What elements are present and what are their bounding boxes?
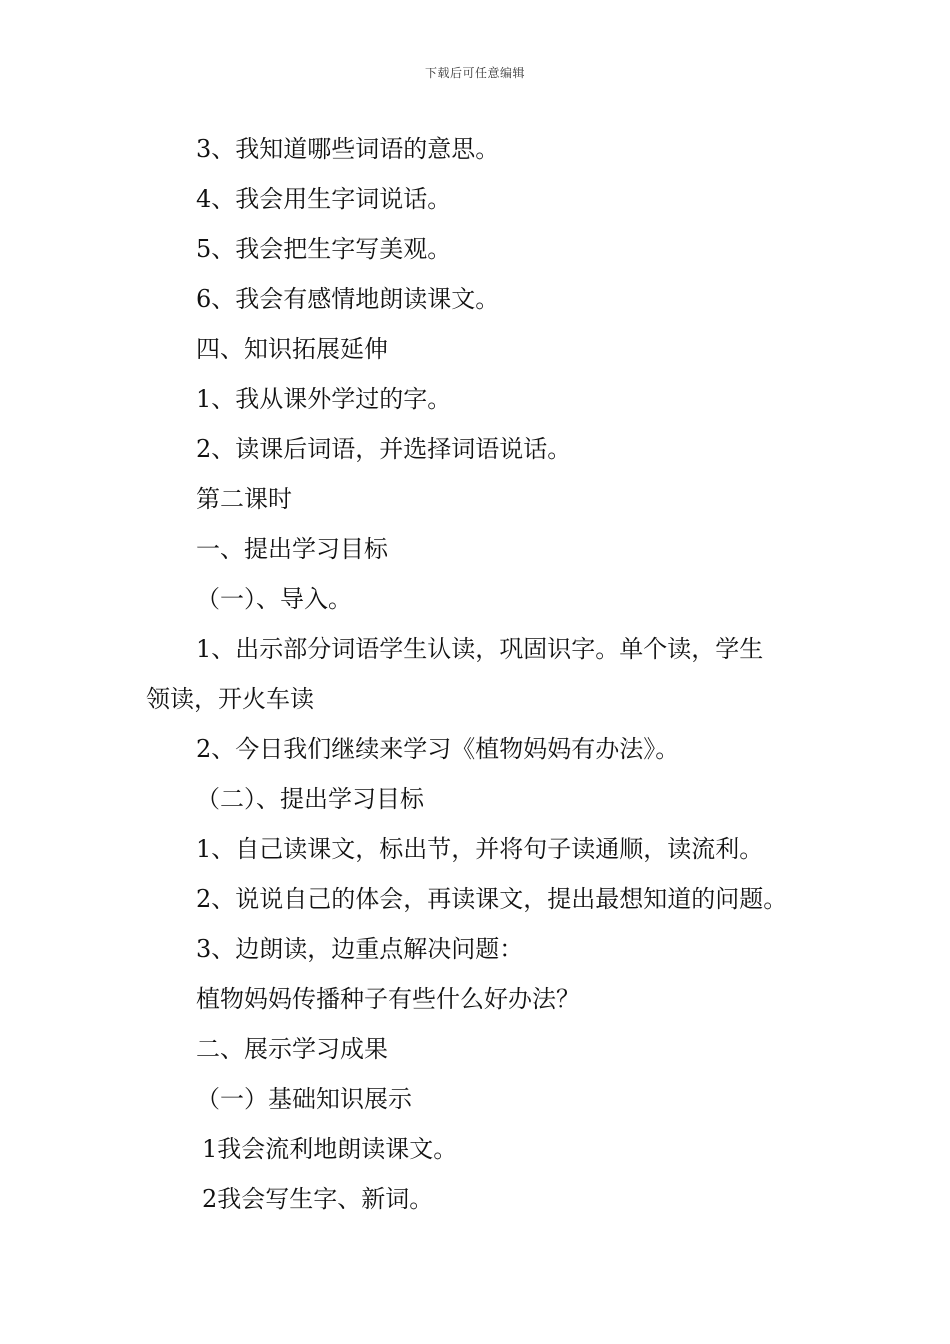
subsection-heading: （二）、提出学习目标 [196, 785, 424, 813]
text-line: 1、出示部分词语学生认读，巩固识字。单个读，学生 [196, 635, 764, 663]
text-line: 3、边朗读，边重点解决问题： [196, 935, 524, 963]
text-line: 6、我会有感情地朗读课文。 [196, 285, 500, 313]
text-line: 2我会写生字、新词。 [202, 1185, 434, 1213]
text-line: 1、自己读课文，标出节，并将句子读通顺，读流利。 [196, 835, 764, 863]
section-heading: 二、展示学习成果 [196, 1035, 388, 1063]
text-line: 植物妈妈传播种子有些什么好办法？ [196, 985, 580, 1013]
text-line-continuation: 领读，开火车读 [146, 685, 314, 713]
text-line: 2、读课后词语，并选择词语说话。 [196, 435, 572, 463]
section-heading: 一、提出学习目标 [196, 535, 388, 563]
text-line: 1、我从课外学过的字。 [196, 385, 452, 413]
text-line: 3、我知道哪些词语的意思。 [196, 135, 500, 163]
text-line: 5、我会把生字写美观。 [196, 235, 452, 263]
section-heading: 四、知识拓展延伸 [196, 335, 388, 363]
text-line: 4、我会用生字词说话。 [196, 185, 452, 213]
subsection-heading: （一）、导入。 [196, 585, 352, 613]
text-line: 1我会流利地朗读课文。 [202, 1135, 458, 1163]
lesson-heading: 第二课时 [196, 485, 292, 513]
subsection-heading: （一）基础知识展示 [196, 1085, 412, 1113]
text-line: 2、今日我们继续来学习《植物妈妈有办法》。 [196, 735, 680, 763]
page-header: 下载后可任意编辑 [424, 66, 525, 80]
text-line: 2、说说自己的体会，再读课文，提出最想知道的问题。 [196, 885, 788, 913]
